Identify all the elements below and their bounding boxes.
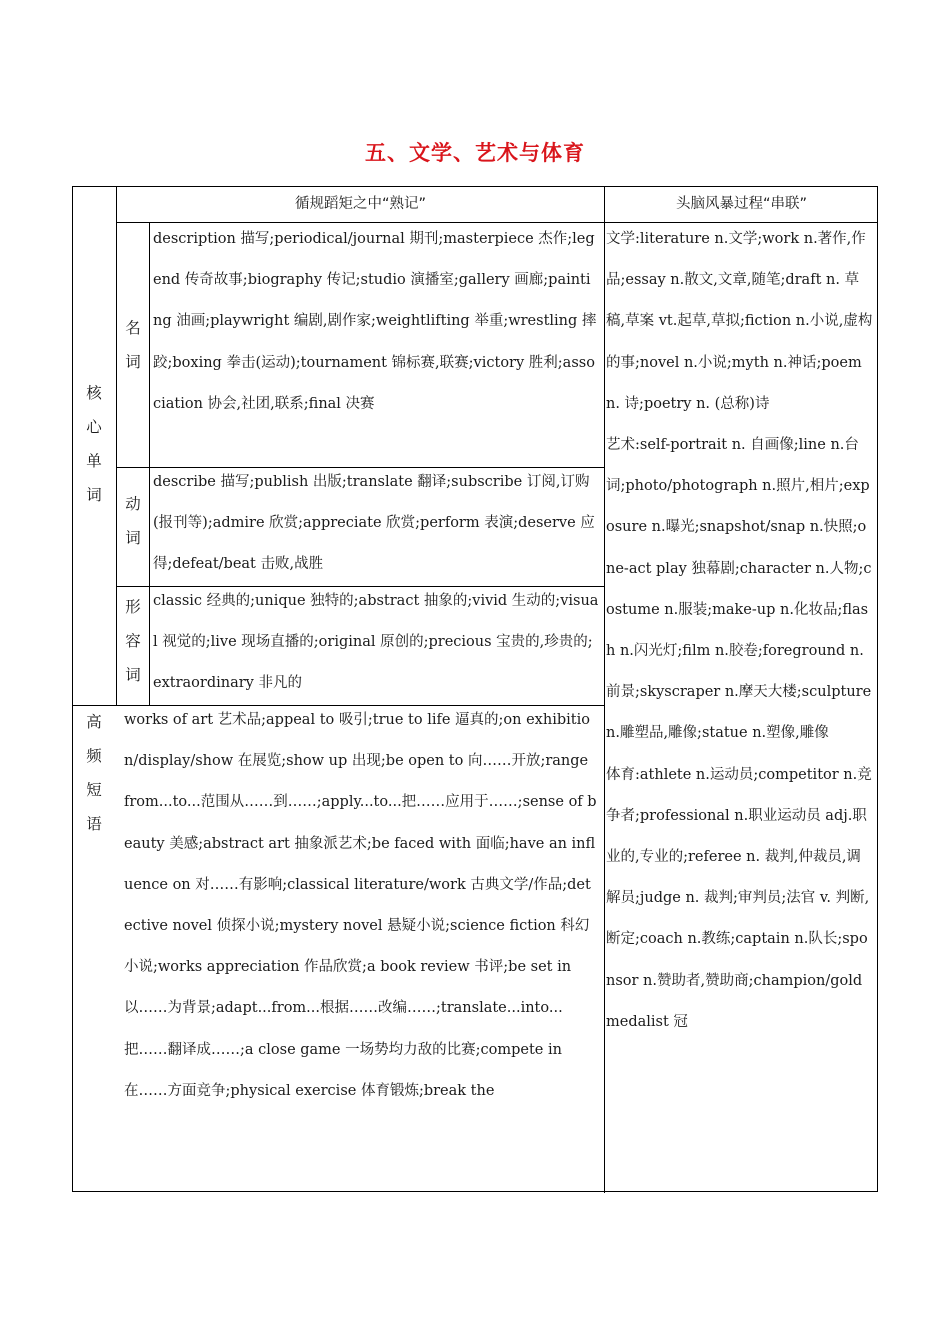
phrases-cell: works of art 艺术品;appeal to 吸引;true to life 逼真的;on exhibition/display/show 在展览;show up 出现;be open to 向……开放;range from...to...范围从……到……;apply...to...把……应用于……;sense of beauty 美感;abstract art 抽象派艺术;be faced with 面临;have an influence on 对……有影响;classical literature/work 古典文学/作品;detective novel 侦探小说;mystery novel 悬疑小说;science fiction 科幻小说;works appreciation 作品欣赏;a book review 书评;be set in 以……为背景;adapt...from...根据……改编……;translate...into...把……翻译成……;a close game 一场势均力敌的比赛;compete in 在……方面竞争;physical exercise 体育锻炼;break the xyxy=(124,712,597,1099)
verbs-cell: describe 描写;publish 出版;translate 翻译;subscribe 订阅,订购(报刊等);admire 欣赏;appreciate 欣赏;perform 表演;deserve 应得;defeat/beat 击败,战胜 xyxy=(153,474,595,573)
column-header-brainstorm: 头脑风暴过程“串联” xyxy=(675,196,808,212)
adjectives-cell: classic 经典的;unique 独特的;abstract 抽象的;vivid 生动的;visual 视觉的;live 现场直播的;original 原创的;precious 宝贵的,珍贵的;extraordinary 非凡的 xyxy=(153,593,599,692)
page-title: 五、文学、艺术与体育 xyxy=(365,141,585,165)
table-divider xyxy=(604,187,605,1193)
vocabulary-table xyxy=(72,186,878,1192)
core-words-label: 核心单词 xyxy=(86,384,102,504)
verbs-label: 动词 xyxy=(125,495,141,547)
column-header-memorize: 循规蹈矩之中“熟记” xyxy=(294,196,427,212)
nouns-cell: description 描写;periodical/journal 期刊;masterpiece 杰作;legend 传奇故事;biography 传记;studio 演播室;gallery 画廊;painting 油画;playwright 编剧,剧作家;weightlifting 举重;wrestling 摔跤;boxing 拳击(运动);tournament 锦标赛,联赛;victory 胜利;association 协会,社团,联系;final 决赛 xyxy=(153,231,597,412)
brainstorm-cell: 文学:literature n.文学;work n.著作,作品;essay n.散文,文章,随笔;draft n. 草稿,草案 vt.起草,草拟;fiction n.小说,虚构的事;novel n.小说;myth n.神话;poem n. 诗;poetry n. (总称)诗 艺术:self-portrait n. 自画像;line n.台词;photo/photograph n.照片,相片;exposure n.曝光;snapshot/snap n.快照;one-act play 独幕剧;character n.人物;costume n.服装;make-up n.化妆品;flash n.闪光灯;film n.胶卷;foreground n.前景;skyscraper n.摩天大楼;sculpture n.雕塑品,雕像;statue n.塑像,雕像 体育:athlete n.运动员;competitor n.竞争者;professional n.职业运动员 adj.职业的,专业的;referee n. 裁判,仲裁员,调解员;judge n. 裁判;审判员;法官 v. 判断,断定;coach n.教练;captain n.队长;sponsor n.赞助者,赞助商;champion/gold medalist 冠 xyxy=(606,231,873,1030)
adjectives-label: 形容词 xyxy=(125,598,141,684)
phrases-label: 高频短语 xyxy=(86,713,102,833)
table-divider xyxy=(116,223,117,705)
nouns-label: 名词 xyxy=(125,319,141,371)
table-divider xyxy=(149,223,150,705)
